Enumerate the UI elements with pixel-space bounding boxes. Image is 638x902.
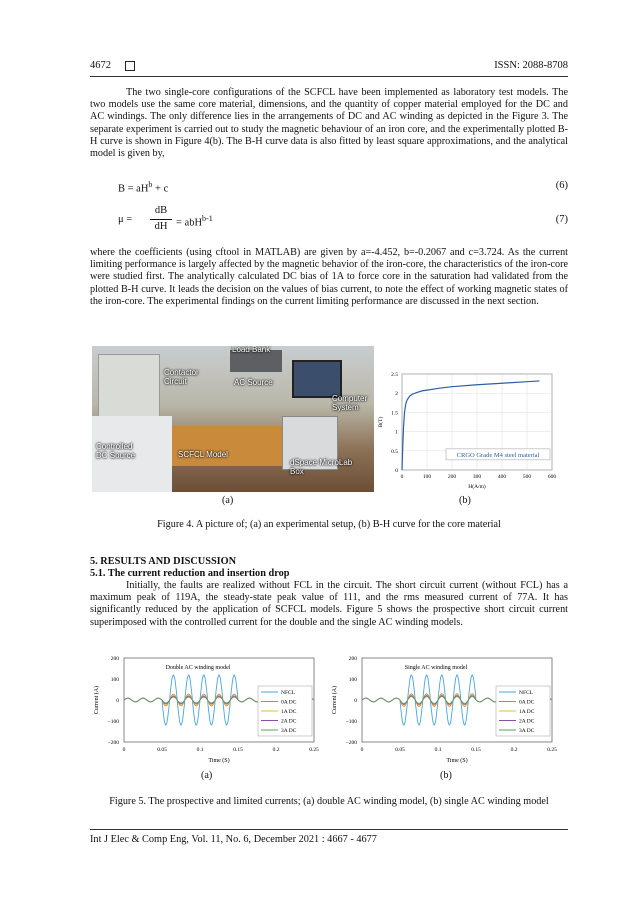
contactor-label: Contactor Circuit bbox=[164, 368, 199, 386]
dspace-label: dSpace MicroLab Box bbox=[290, 458, 353, 476]
x-tick-label: 0.15 bbox=[233, 747, 243, 753]
double-ac-winding-chart bbox=[86, 650, 322, 770]
legend-entry: 1A DC bbox=[519, 709, 535, 715]
footer-rule bbox=[90, 829, 568, 830]
section-title: 5. RESULTS AND DISCUSSION bbox=[90, 556, 237, 567]
x-tick-label: 0.2 bbox=[272, 747, 280, 753]
legend-entry: 3A DC bbox=[519, 728, 535, 734]
legend-entry: 2A DC bbox=[281, 718, 297, 725]
y-tick-label: 0.5 bbox=[391, 448, 398, 455]
legend-entry: NFCL bbox=[519, 690, 534, 696]
x-tick-label: 400 bbox=[497, 474, 507, 480]
paragraph: Initially, the faults are realized without FCL in the circuit. The short circuit current (without FCL) has a maximum peak of 119A, the steady-state peak value of 111, and the rms measured current of 77A. It has significantly reduced by the application of SCFCL models. Figure 5 shows the prospective short circuit current superimposed with the controlled current for the double and the single AC winding models. bbox=[90, 580, 568, 628]
header-rule bbox=[90, 76, 568, 77]
equation-7-lhs: μ = bbox=[118, 214, 133, 225]
x-axis-label: H(A/m) bbox=[468, 484, 486, 490]
y-tick-label: 0 bbox=[116, 698, 119, 704]
legend-entry: NFCL bbox=[281, 690, 296, 696]
load-bank-label: Load Bank bbox=[232, 346, 271, 354]
subsection-title: 5.1. The current reduction and insertion drop bbox=[90, 568, 290, 579]
x-axis-label: Time (S) bbox=[446, 758, 468, 764]
legend-text: CRGO Grade M4 steel material bbox=[456, 451, 540, 459]
x-tick-label: 0.05 bbox=[395, 747, 405, 753]
x-tick-label: 0.1 bbox=[196, 747, 204, 753]
figure4-caption: Figure 4. A picture of; (a) an experimental setup, (b) B-H curve for the core material bbox=[157, 519, 501, 530]
legend-entry: 1A DC bbox=[281, 709, 297, 715]
figure4-label-a: (a) bbox=[222, 495, 234, 506]
y-tick-label: 2.5 bbox=[391, 372, 398, 378]
figure5-label-b: (b) bbox=[440, 770, 452, 781]
x-tick-label: 300 bbox=[472, 474, 482, 480]
x-tick-label: 0.25 bbox=[309, 747, 319, 753]
x-tick-label: 0.25 bbox=[547, 747, 557, 753]
eq7-rhs-text: = abH bbox=[176, 217, 203, 229]
equation-6 bbox=[118, 180, 168, 195]
y-axis-label: Current (A) bbox=[332, 685, 338, 715]
ac-source-label: AC Source bbox=[234, 378, 273, 387]
chart-title: Double AC winding model bbox=[165, 665, 231, 671]
scfcl-label: SCFCL Model bbox=[178, 450, 228, 459]
y-tick-label: −200 bbox=[345, 740, 357, 746]
x-tick-label: 0.1 bbox=[434, 747, 442, 753]
y-tick-label: 0 bbox=[354, 698, 357, 704]
x-tick-label: 0 bbox=[400, 474, 404, 480]
figure4-label-b: (b) bbox=[459, 495, 471, 506]
figure5-label-a: (a) bbox=[201, 770, 213, 781]
x-tick-label: 600 bbox=[547, 474, 557, 480]
x-tick-label: 0.05 bbox=[157, 747, 167, 753]
y-tick-label: −100 bbox=[107, 719, 119, 725]
y-axis-label: Current (A) bbox=[94, 685, 100, 715]
eq6-lhs: B = aH bbox=[118, 183, 149, 195]
journal-footer: Int J Elec & Comp Eng, Vol. 11, No. 6, December 2021 : 4667 - 4677 bbox=[90, 834, 377, 845]
fraction-bar bbox=[150, 219, 172, 220]
controlled-dc-label: Controlled DC Source bbox=[96, 442, 136, 460]
y-tick-label: 200 bbox=[110, 656, 119, 662]
computer-monitor bbox=[292, 360, 342, 398]
x-tick-label: 0.15 bbox=[471, 747, 481, 753]
paragraph: where the coefficients (using cftool in MATLAB) are given by a=-4.452, b=-0.2067 and c=3.724. As the current limiting performance is largely affected by the magnetic behavior of the iron-core, the characteristics of the iron-core were studied first. The analytically calculated DC bias of 1A to force core in the saturation had validated from the plotted B-H curve. It leads the decision on the values of bias current, to note the effect of working magnetic states of the iron-core. The experimental findings on the current limiting performance are discussed in the next section. bbox=[90, 247, 568, 307]
x-tick-label: 200 bbox=[447, 474, 457, 480]
equation-6-number: (6) bbox=[555, 180, 568, 191]
y-tick-label: 100 bbox=[110, 677, 119, 683]
x-tick-label: 100 bbox=[422, 474, 432, 480]
single-ac-winding-chart bbox=[324, 650, 560, 770]
eq7-numerator: dB bbox=[154, 205, 168, 216]
y-tick-label: 2 bbox=[395, 391, 398, 398]
eq6-rhs: + c bbox=[152, 183, 169, 195]
y-tick-label: −100 bbox=[345, 719, 357, 725]
eq7-sup: b-1 bbox=[202, 214, 213, 223]
x-tick-label: 0 bbox=[360, 747, 364, 753]
chart-title: Single AC winding model bbox=[404, 665, 468, 671]
legend-entry: 0A DC bbox=[281, 699, 297, 706]
y-tick-label: 1.5 bbox=[391, 410, 398, 417]
y-tick-label: 200 bbox=[348, 656, 357, 662]
legend-entry: 2A DC bbox=[519, 718, 535, 725]
y-tick-label: 100 bbox=[348, 677, 357, 683]
square-icon bbox=[125, 61, 135, 71]
eq7-denominator: dH bbox=[154, 221, 168, 232]
page-number: 4672 bbox=[90, 60, 111, 71]
equation-7-rhs bbox=[176, 214, 213, 229]
y-axis-label: B(T) bbox=[378, 416, 384, 428]
eq6-sup: b bbox=[148, 180, 153, 189]
equation-7-number: (7) bbox=[555, 214, 568, 225]
y-tick-label: 0 bbox=[395, 468, 398, 474]
computer-label: Computer System bbox=[332, 394, 368, 412]
x-tick-label: 0.2 bbox=[510, 747, 518, 753]
y-tick-label: 1 bbox=[395, 429, 398, 436]
bh-curve-chart bbox=[374, 366, 562, 496]
x-tick-label: 0 bbox=[122, 747, 126, 753]
figure5-caption: Figure 5. The prospective and limited currents; (a) double AC winding model, (b) single AC winding model bbox=[109, 796, 549, 807]
y-tick-label: −200 bbox=[107, 740, 119, 746]
x-tick-label: 500 bbox=[522, 474, 532, 480]
scfcl-table bbox=[172, 426, 282, 466]
legend-entry: 3A DC bbox=[281, 728, 297, 734]
legend-entry: 0A DC bbox=[519, 699, 535, 706]
x-axis-label: Time (S) bbox=[208, 758, 230, 764]
issn: ISSN: 2088-8708 bbox=[494, 60, 568, 71]
paragraph: The two single-core configurations of the SCFCL have been implemented as laboratory test models. The two models use the same core material, dimensions, and the quantity of copper material employed for the DC and AC windings. The only difference lies in the arrangements of DC and AC winding as depicted in the Figure 3. The separate experiment is carried out to study the magnetic behaviour of an iron core, and the experimentally plotted B-H curve is shown in Figure 4(b). The B-H curve data is also fitted by least square approximations, and the analytical model is given by, bbox=[90, 87, 568, 160]
experimental-setup-photo bbox=[92, 346, 374, 492]
